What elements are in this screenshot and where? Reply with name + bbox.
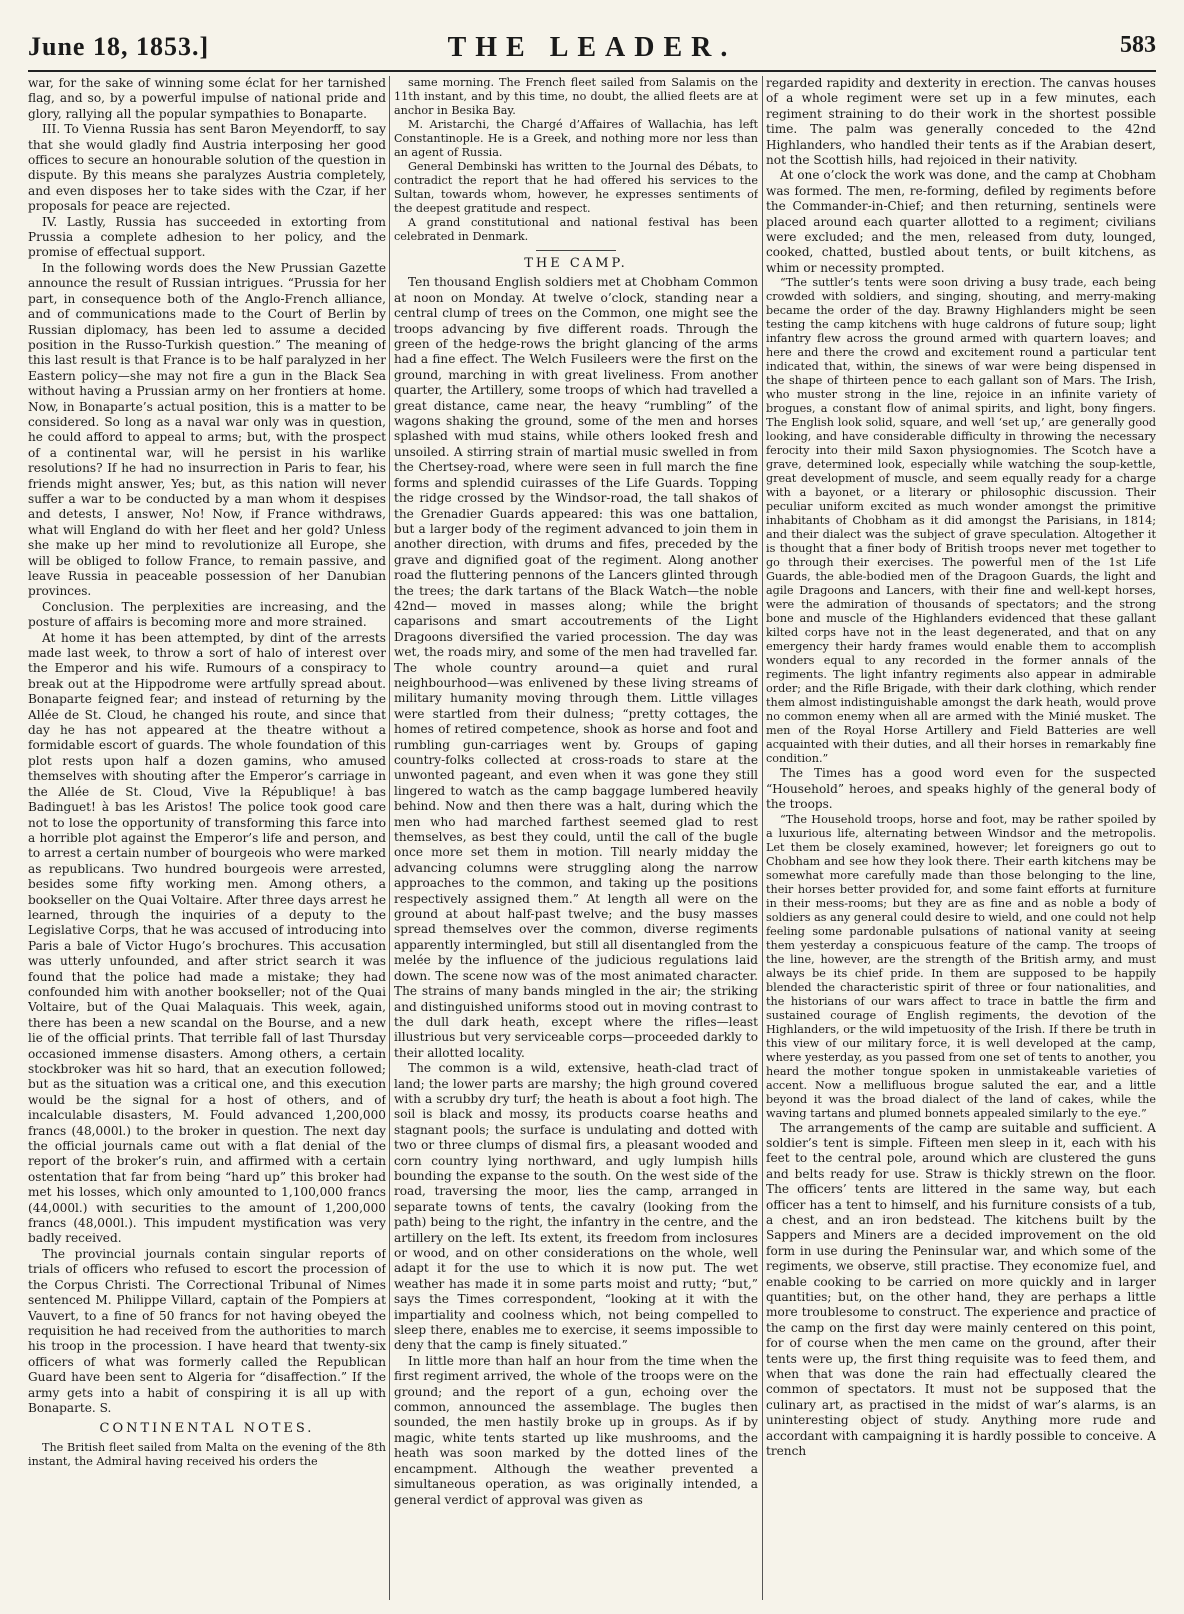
page-number: 583 (1120, 32, 1156, 58)
paragraph: Conclusion. The perplexities are increasing, and the posture of affairs is becoming more and more strained. (28, 599, 386, 630)
column-rule (389, 76, 390, 1600)
paragraph: At one o’clock the work was done, and the camp at Chobham was formed. The men, re-forming, defiled by regiments before the Commander-in-Chief; and then returning, sentinels were placed around each quarter allotted to a regiment; civilians were excluded; and the men, released from duty, lounged, cooked, chatted, bustled about tents, or built kitchens, as whim or necessity prompted. (766, 168, 1156, 275)
paragraph: A grand constitutional and national festival has been celebrated in Denmark. (394, 216, 758, 243)
column-1 (28, 76, 386, 1600)
paragraph: At home it has been attempted, by dint of the arrests made last week, to throw a sort of halo of interest over the Emperor and his wife. Rumours of a conspiracy to break out at the Hippodrome were artfully spread about. Bonaparte feigned fear; and instead of returning by the Allée de St. Cloud, he changed his route, and since that day he has not appeared at the theatre without a formidable escort of guards. The whole foundation of this plot rests upon half a dozen gamins, who amused themselves with shouting after the Emperor’s carriage in the Allée de St. Cloud, Vive la République! à bas Badinguet! à bas les Aristos! The police took good care not to lose the opportunity of transforming this farce into a horrible plot against the Emperor’s life and person, and to arrest a certain number of bourgeois who were marked as republicans. Two hundred bourgeois were arrested, besides some fifty working men. Among others, a bookseller on the Quai Voltaire. After three days arrest he learned, through the inquiries of a deputy to the Legislative Corps, that he was accused of introducing into Paris a bale of Victor Hugo’s brochures. This accusation was utterly unfounded, and after strict search it was found that the police had made a mistake; they had confounded him with another bookseller; not of the Quai Voltaire, but of the Quai Malaquais. This week, again, there has been a new scandal on the Bourse, and a new lie of the official prints. That terrible fall of last Thursday occasioned immense disasters. Among others, a certain stockbroker was hit so hard, that an execution followed; but as the situation was a critical one, and this execution would be the signal for a host of others, and of incalculable disasters, M. Fould advanced 1,200,000 francs (48,000l.) to the broker in question. The next day the official journals came out with a flat denial of the report of the broker’s ruin, and affirmed with a certain ostentation that far from being “hard up” this broker had met his losses, which only amounted to 1,100,000 francs (44,000l.) with securities to the amount of 1,200,000 francs (48,000l.). This impudent mystification was very badly received. (28, 630, 386, 1246)
paragraph: IV. Lastly, Russia has succeeded in extorting from Prussia a complete adhesion to her policy, and the promise of effectual support. (28, 214, 386, 260)
paragraph: In the following words does the New Prussian Gazette announce the result of Russian intrigues. “Prussia for her part, in consequence both of the Anglo-French alliance, and of communications made to the Court of Berlin by Russian diplomacy, has been led to assume a decided position in the Russo-Turkish question.” The meaning of this last result is that France is to be half paralyzed in her Eastern policy—she may not fire a gun in the Black Sea without having a Prussian army on her frontiers at home. Now, in Bonaparte’s actual position, this is a matter to be considered. So long as a naval war only was in question, he could afford to appeal to arms; but, with the prospect of a continental war, will he persist in his warlike resolutions? If he had no insurrection in Paris to fear, his friends might answer, Yes; but, as this nation will never suffer a war to be conducted by a man whom it despises and detests, I answer, No! Now, if France withdraws, what will England do with her fleet and her gold? Unless she make up her mind to revolutionize all Europe, she will be obliged to follow France, to remain passive, and leave Russia in peaceable possession of her Danubian provinces. (28, 260, 386, 599)
masthead (28, 30, 1156, 72)
section-heading-the-camp: THE CAMP. (524, 256, 628, 271)
newspaper-title: THE LEADER. (447, 32, 737, 63)
divider (536, 250, 616, 251)
paragraph: M. Aristarchi, the Chargé d’Affaires of Wallachia, has left Constantinople. He is a Greek, and nothing more nor less than an agent of Russia. (394, 118, 758, 159)
column-2 (394, 76, 758, 1600)
paragraph: The Times has a good word even for the suspected “Household” heroes, and speaks highly of the general body of the troops. (766, 766, 1156, 812)
column-3 (766, 76, 1156, 1600)
quotation: “The suttler’s tents were soon driving a busy trade, each being crowded with soldiers, and singing, shouting, and merry-making became the order of the day. Brawny Highlanders might be seen testing the camp kitchens with huge caldrons of future soup; light infantry flew across the ground armed with quartern loaves; and here and there the crowd and excitement round a particular tent indicated that, within, the sinews of war were being dispensed in the shape of thirteen pence to each gallant son of Mars. The Irish, who muster strong in the line, rejoice in an infinite variety of brogues, a constant flow of animal spirits, and light, bony fingers. The English look solid, square, and well ‘set up,’ are generally good looking, and have considerable difficulty in throwing the necessary ferocity into their mild Saxon physiognomies. The Scotch have a grave, determined look, especially while watching the soup-kettle, great development of muscle, and seem equally ready for a charge with a bayonet, or a literary or philosophic discussion. Their peculiar uniform excited as much wonder amongst the primitive inhabitants of Chobham as it did amongst the Parisians, in 1814; and their dialect was the subject of grave speculation. Altogether it is thought that a finer body of British troops never met together to go through their exercises. The powerful men of the 1st Life Guards, the able-bodied men of the Dragoon Guards, the light and agile Dragoons and Lancers, with their fine and well-kept horses, were the admiration of thousands of spectators; and the strong bone and muscle of the Highlanders evidenced that these gallant kilted corps have not in the least degenerated, and that on any emergency their hardy frames would enable them to accomplish wonders equal to any recorded in the former annals of the regiments. The light infantry regiments also appear in admirable order; and the Rifle Brigade, with their dark clothing, which render them almost indistinguishable amongst the dark heath, would prove no common enemy when all are armed with the Minié musket. The men of the Royal Horse Artillery and Field Batteries are well acquainted with their duties, and all their horses in remarkably fine condition.” (766, 276, 1156, 766)
issue-date: June 18, 1853.] (28, 32, 210, 61)
paragraph: The arrangements of the camp are suitable and sufficient. A soldier’s tent is simple. Fifteen men sleep in it, each with his feet to the central pole, around which are clustered the guns and belts ready for use. Straw is thickly strewn on the floor. The officers’ tents are littered in the same way, but each officer has a tent to himself, and his furniture consists of a tub, a chest, and an iron bedstead. The kitchens built by the Sappers and Miners are a decided improvement on the old form in use during the Peninsular war, and which some of the regiments, we observe, still practise. They economize fuel, and enable cooking to be carried on more quickly and in larger quantities; but, on the other hand, they are perhaps a little more troublesome to construct. The experience and practice of the camp on the first day were mainly centered on this point, for of course when the men came on the ground, after their tents were up, the first thing requisite was to feed them, and when that was done the rain had effectually cleared the common of spectators. It must not be supposed that the culinary art, as practised in the midst of war’s alarms, is an uninteresting object of study. Anything more rude and accordant with campaigning it is hardly possible to conceive. A trench (766, 1120, 1156, 1459)
paragraph: Ten thousand English soldiers met at Chobham Common at noon on Monday. At twelve o’clock, standing near a central clump of trees on the Common, one might see the troops advancing by five different roads. Through the green of the hedge-rows the bright glancing of the arms had a fine effect. The Welch Fusileers were the first on the ground, marching in with great liveliness. From another quarter, the Artillery, some troops of which had travelled a great distance, came near, the heavy “rumbling” of the wagons shaking the ground, some of the men and horses splashed with mud stains, while others looked fresh and unsoiled. A stirring strain of martial music swelled in from the Chertsey-road, where were seen in full march the fine forms and splendid cuirasses of the Life Guards. Topping the ridge crossed by the Windsor-road, the tall shakos of the Grenadier Guards appeared: this was one battalion, but a larger body of the regiment advanced to join them in another direction, with drums and fifes, preceded by the grave and dignified goat of the regiment. Along another road the fluttering pennons of the Lancers glinted through the trees; the dark tartans of the Black Watch—the noble 42nd— moved in masses along; while the bright caparisons and smart accoutrements of the Light Dragoons diversified the varied procession. The day was wet, the roads miry, and some of the men had travelled far. The whole country around—a quiet and rural neighbourhood—was enlivened by these living streams of military humanity moving through them. Little villages were startled from their dulness; “pretty cottages, the homes of retired competence, shook as horse and foot and rumbling gun-carriages went by. Groups of gaping country-folks collected at cross-roads to stare at the unwonted pageant, and even when it was gone they still lingered to watch as the camp baggage lumbered heavily behind. Now and then there was a halt, during which the men who had marched farthest seemed glad to rest themselves, as best they could, until the call of the bugle once more set them in motion. Till nearly midday the advancing columns were struggling along the narrow approaches to the common, and taking up the positions respectively assigned them.” At length all were on the ground at about half-past twelve; and the busy masses spread themselves over the common, diverse regiments apparently intermingled, but still all disentangled from the melée by the influence of the judicious regulations laid down. The scene now was of the most animated character. The strains of many bands mingled in the air; the striking and distinguished uniforms stood out in moving contrast to the dull dark heath, except where the rifles—least illustrious but very serviceable corps—proceeded darkly to their allotted locality. (394, 275, 758, 1060)
paragraph: The provincial journals contain singular reports of trials of officers who refused to escort the procession of the Corpus Christi. The Correctional Tribunal of Nimes sentenced M. Philippe Villard, captain of the Pompiers at Vauvert, to a fine of 50 francs for not having obeyed the requisition he had received from the authorities to march his troop in the procession. I have heard that twenty-six officers of what was formerly called the Republican Guard have been sent to Algeria for “disaffection.” If the army gets into a habit of conspiring it is all up with Bonaparte. S. (28, 1246, 386, 1415)
paragraph: regarded rapidity and dexterity in erection. The canvas houses of a whole regiment were set up in a few minutes, each regiment straining to do their work in the shortest possible time. The palm was generally conceded to the 42nd Highlanders, who handled their tents as if the Arabian desert, not the Scottish hills, had rejoiced in their nativity. (766, 76, 1156, 168)
section-heading-continental-notes: CONTINENTAL NOTES. (99, 1421, 315, 1437)
paragraph: same morning. The French fleet sailed from Salamis on the 11th instant, and by this time, no doubt, the allied fleets are at anchor in Besika Bay. (394, 76, 758, 117)
paragraph: war, for the sake of winning some éclat for her tarnished flag, and so, by a powerful impulse of national pride and glory, rallying all the popular sympathies to Bonaparte. (28, 76, 386, 121)
paragraph: The common is a wild, extensive, heath-clad tract of land; the lower parts are marshy; the high ground covered with a scrubby dry turf; the heath is about a foot high. The soil is black and mossy, its products coarse heaths and stagnant pools; the surface is undulating and dotted with two or three clumps of dismal firs, a pleasant wooded and corn country lying northward, and ugly lumpish hills bounding the expanse to the south. On the west side of the road, traversing the moor, lies the camp, arranged in separate towns of tents, the cavalry (looking from the path) being to the right, the infantry in the centre, and the artillery on the left. Its extent, its freedom from inclosures or wood, and on other considerations on the whole, well adapt it for the use to which it is now put. The wet weather has made it in some parts moist and rutty; “but,” says the Times correspondent, “looking at it with the impartiality and coolness which, not being compelled to sleep there, enables me to exercise, it seems impossible to deny that the camp is finely situated.” (394, 1061, 758, 1353)
quotation: “The Household troops, horse and foot, may be rather spoiled by a luxurious life, alternating between Windsor and the metropolis. Let them be closely examined, however; let foreigners go out to Chobham and see how they look there. Their earth kitchens may be somewhat more carefully made than those belonging to the line, their horses better provided for, and some faint efforts at furniture in their mess-rooms; but they are as fine and as noble a body of soldiers as any general could desire to wield, and one could not help feeling some pardonable pulsations of national vanity at seeing them yesterday a conspicuous feature of the camp. The troops of the line, however, are the strength of the British army, and must always be its chief pride. In them are supposed to be happily blended the characteristic spirit of three or four nationalities, and the historians of our wars affect to trace in battle the firm and sustained courage of English regiments, the devotion of the Highlanders, or the wild impetuosity of the Irish. If there be truth in this view of our military force, it is well developed at the camp, where yesterday, as you passed from one set of tents to another, you heard the mother tongue spoken in unmistakeable varieties of accent. Now a mellifluous brogue saluted the ear, and a little beyond it was the broad dialect of the land of cakes, while the waving tartans and plumed bonnets appealed similarly to the eye.” (766, 812, 1156, 1120)
paragraph: General Dembinski has written to the Journal des Débats, to contradict the report that he had offered his services to the Sultan, towards whom, however, he expresses sentiments of the deepest gratitude and respect. (394, 160, 758, 215)
paragraph: In little more than half an hour from the time when the first regiment arrived, the whole of the troops were on the ground; and the report of a gun, echoing over the common, announced the assemblage. The bugles then sounded, the men hastily broke up in groups. As if by magic, white tents started up like mushrooms, and the heath was soon marked by the dotted lines of the encampment. Although the weather prevented a simultaneous operation, as was originally intended, a general verdict of approval was given as (394, 1353, 758, 1507)
paragraph: The British fleet sailed from Malta on the evening of the 8th instant, the Admiral having received his orders the (28, 1440, 386, 1468)
paragraph: III. To Vienna Russia has sent Baron Meyendorff, to say that she would gladly find Austria interposing her good offices to secure an honourable solution of the question in dispute. By this means she paralyzes Austria completely, and even disposes her to take sides with the Czar, if her proposals for peace are rejected. (28, 122, 386, 214)
column-rule (762, 76, 763, 1600)
